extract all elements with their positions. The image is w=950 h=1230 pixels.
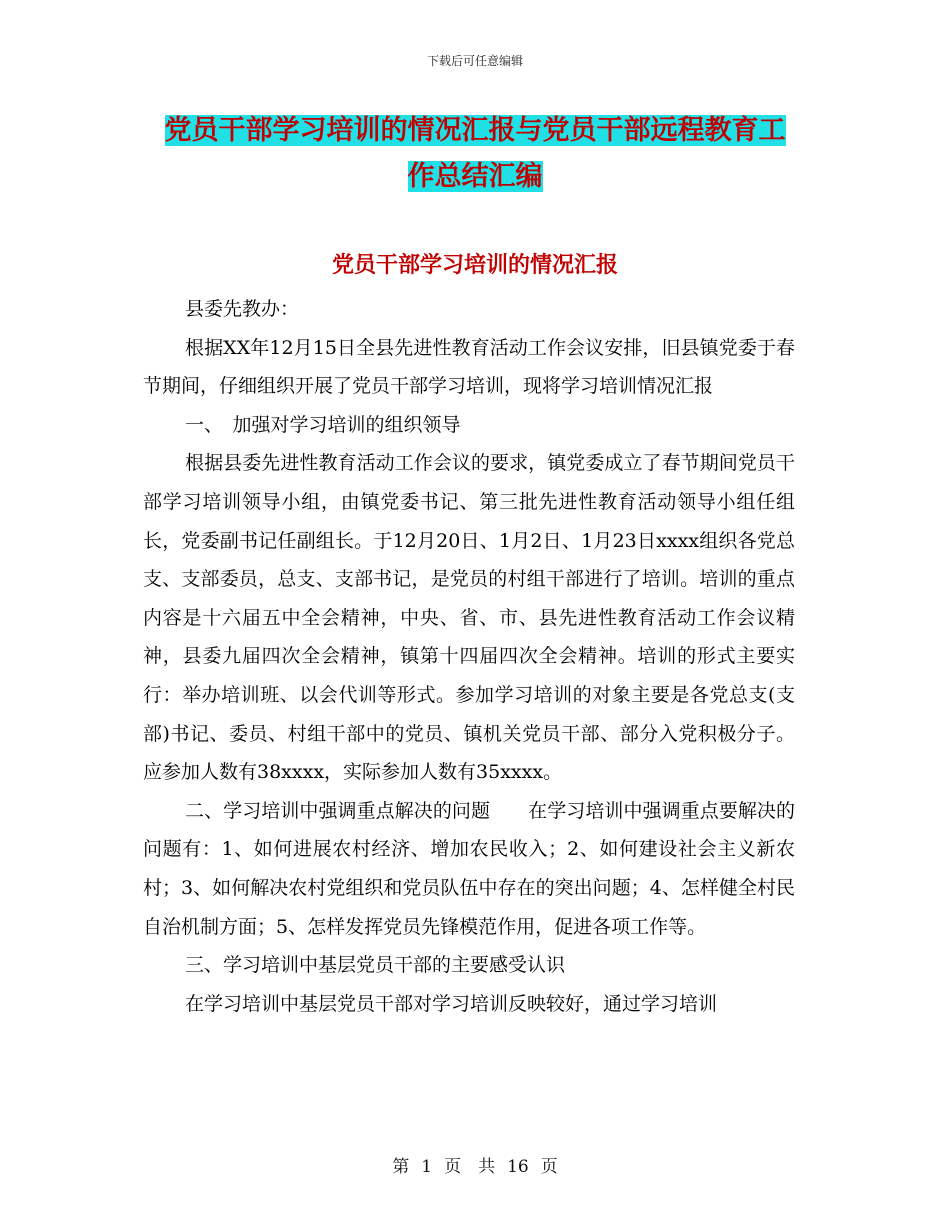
footer-suffix: 页 — [540, 1157, 558, 1177]
salutation: 县委先教办： — [185, 298, 300, 320]
section-title: 党员干部学习培训的情况汇报 — [331, 253, 618, 278]
heading-three: 三、学习培训中基层党员干部的主要感受认识 — [185, 954, 566, 977]
document-body — [143, 290, 795, 1023]
heading-one: 一、 加强对学习培训的组织领导 — [185, 413, 461, 436]
paragraph: 在学习培训中基层党员干部对学习培训反映较好，通过学习培训 — [185, 992, 718, 1015]
paragraph: 根据XX年12月15日全县先进性教育活动工作会议安排，旧县镇党委于春节期间，仔细组织开展了党员干部学习培训，现将学习培训情况汇报 — [143, 336, 795, 398]
paragraph: 二、学习培训中强调重点解决的问题 在学习培训中强调重点要解决的问题有：1、如何进展农村经济、增加农民收入；2、如何建设社会主义新农村；3、如何解决农村党组织和党员队伍中存在的突出问题；4、怎样健全村民自治机制方面；5、怎样发挥党员先锋模范作用，促进各项工作等。 — [143, 799, 795, 938]
title-line-1: 党员干部学习培训的情况汇报与党员干部远程教育工 — [164, 115, 786, 146]
page-footer — [0, 1152, 950, 1177]
paragraph: 根据县委先进性教育活动工作会议的要求，镇党委成立了春节期间党员干部学习培训领导小组，由镇党委书记、第三批先进性教育活动领导小组任组长，党委副书记任副组长。于12月20日、1月2日、1月23日xxxx组织各党总支、支部委员，总支、支部书记，是党员的村组干部进行了培训。培训的重点内容是十六届五中全会精神，中央、省、市、县先进性教育活动工作会议精神，县委九届四次全会精神，镇第十四届四次全会精神。培训的形式主要实行：举办培训班、以会代训等形式。参加学习培训的对象主要是各党总支(支部)书记、委员、村组干部中的党员、镇机关党员干部、部分入党积极分子。应参加人数有38xxxx，实际参加人数有35xxxx。 — [143, 452, 795, 784]
document-title — [140, 108, 810, 200]
total-pages: 16 — [507, 1157, 529, 1177]
page-number: 1 — [421, 1157, 433, 1177]
footer-mid: 页 共 — [444, 1157, 496, 1177]
header-note: 下载后可任意编辑 — [426, 54, 523, 68]
footer-prefix: 第 — [392, 1157, 410, 1177]
title-line-2: 作总结汇编 — [407, 161, 543, 192]
